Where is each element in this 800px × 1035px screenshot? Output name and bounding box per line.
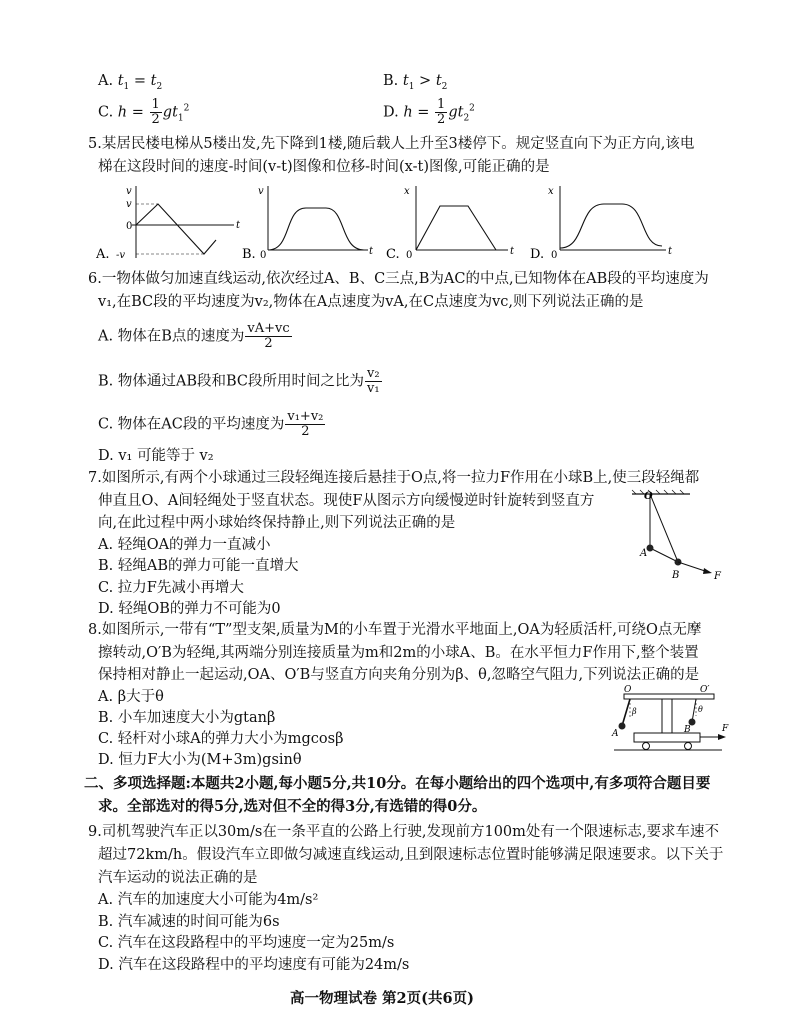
section2-heading-line2: 求。全部选对的得5分,选对但不全的得3分,有选错的得0分。 <box>98 798 487 815</box>
q8-label-o: O <box>624 685 632 695</box>
q5-label-b: B. <box>242 247 256 262</box>
q5-graph-a <box>96 186 241 262</box>
q6-stem-line2: v₁,在BC段的平均速度为v₂,物体在A点速度为vA,在C点速度为vc,则下列说法正确的是 <box>98 294 644 310</box>
q7-option-c: C. 拉力F先减小再增大 <box>98 580 244 596</box>
q5-label-a: A. <box>96 247 110 262</box>
q7-option-a: A. 轻绳OA的弹力一直减小 <box>98 537 271 553</box>
q8-label-a: A <box>612 729 619 739</box>
q8-stem-line3: 保持相对静止一起运动,OA、O′B与竖直方向夹角分别为β、θ,忽略空气阻力,下列说法正确的是 <box>98 667 700 683</box>
q7-stem-line2: 伸直且O、A间轻绳处于竖直状态。现使F从图示方向缓慢逆时针旋转到竖直方 <box>98 493 595 509</box>
q8-label-o2: O′ <box>700 685 710 695</box>
q8-option-c: C. 轻杆对小球A的弹力大小为mgcosβ <box>98 731 344 747</box>
q4-option-b: B. $t_1 > t_2$ <box>383 73 448 92</box>
q5-graphs <box>96 182 696 264</box>
q6-stem-line1: 6.一物体做匀加速直线运动,依次经过A、B、C三点,B为AC的中点,已知物体在AB段的平均速度为 <box>88 271 709 287</box>
q6-option-c: C. 物体在AC段的平均速度为 $\frac{\text{v₁+v₂}}{2}$ <box>98 409 324 439</box>
section2-heading-line1: 二、多项选择题:本题共2小题,每小题5分,共10分。在每小题给出的四个选项中,有多项符合题目要 <box>84 775 711 792</box>
q5-a-t-axis: t <box>236 220 241 231</box>
q8-option-d: D. 恒力F大小为(M+3m)gsinθ <box>98 752 302 768</box>
q5-d-zero: 0 <box>551 250 558 261</box>
q5-a-v-tick: v <box>126 199 132 210</box>
q7-label-b: B <box>672 570 680 581</box>
q8-option-b: B. 小车加速度大小为gtanβ <box>98 710 276 726</box>
q5-stem-line2: 梯在这段时间的速度-时间(v-t)图像和位移-时间(x-t)图像,可能正确的是 <box>98 159 550 175</box>
q5-b-t-axis: t <box>369 246 374 257</box>
q9-stem-line2: 超过72km/h。假设汽车立即做匀减速直线运动,且到限速标志位置时能够满足限速要求。以下关于 <box>98 847 724 863</box>
q6-option-a: A. 物体在B点的速度为 $\frac{vA+vc}{2}$ <box>98 321 290 351</box>
q4-option-d: D. h = $\frac{1}{2}$ $gt_2^2$ <box>383 97 475 127</box>
q8-stem-line1: 8.如图所示,一带有“T”型支架,质量为M的小车置于光滑水平地面上,OA为轻质活杆,可绕O点无摩 <box>88 622 702 638</box>
q9-stem-line3: 汽车运动的说法正确的是 <box>98 870 258 886</box>
q5-b-v-axis: v <box>258 186 264 197</box>
q8-option-a: A. β大于θ <box>98 689 164 705</box>
q9-option-b: B. 汽车减速的时间可能为6s <box>98 914 280 930</box>
q5-b-zero: 0 <box>260 250 267 261</box>
q6-option-b: B. 物体通过AB段和BC段所用时间之比为 $\frac{\text{v₂}}{\text{v₁}}$ <box>98 366 380 396</box>
q5-label-d: D. <box>530 247 545 262</box>
q5-d-x-axis: x <box>548 186 554 197</box>
q8-label-theta: θ <box>698 705 703 714</box>
q5-c-x-axis: x <box>404 186 410 197</box>
q5-a-zero: 0 <box>126 221 133 232</box>
q4-option-c: C. h = $\frac{1}{2}$ $gt_1^2$ <box>98 97 190 127</box>
q6-option-d: D. v₁ 可能等于 v₂ <box>98 448 214 464</box>
q5-stem-line1: 5.某居民楼电梯从5楼出发,先下降到1楼,随后载人上升至3楼停下。规定竖直向下为正方向,该电 <box>88 136 695 152</box>
q7-option-d: D. 轻绳OB的弹力不可能为0 <box>98 601 281 617</box>
q7-option-b: B. 轻绳AB的弹力可能一直增大 <box>98 558 299 574</box>
q7-stem-line3: 向,在此过程中两小球始终保持静止,则下列说法正确的是 <box>98 515 456 531</box>
q5-graph-c <box>386 186 515 262</box>
page-footer: 高一物理试卷 第2页(共6页) <box>290 990 474 1007</box>
q5-graph-d <box>530 186 673 262</box>
q7-label-f: F <box>714 571 721 582</box>
q7-label-o: O <box>644 491 653 502</box>
q9-option-a: A. 汽车的加速度大小可能为4m/s² <box>98 892 319 908</box>
q8-label-beta: β <box>632 707 637 716</box>
q9-option-c: C. 汽车在这段路程中的平均速度一定为25m/s <box>98 935 395 951</box>
q4-option-a: A. $t_1 = t_2$ <box>98 73 163 92</box>
q7-figure <box>612 486 732 584</box>
q5-a-negv: -v <box>116 250 126 261</box>
q5-a-v-axis: v <box>126 186 132 197</box>
q5-c-zero: 0 <box>406 250 413 261</box>
q5-d-t-axis: t <box>668 246 673 257</box>
q5-graph-b <box>242 186 374 262</box>
q8-label-b: B <box>684 725 691 735</box>
q7-label-a: A <box>640 548 648 559</box>
q8-stem-line2: 擦转动,O′B为轻绳,其两端分别连接质量为m和2m的小球A、B。在水平恒力F作用下,整个装置 <box>98 645 699 661</box>
q8-figure <box>604 684 734 756</box>
q5-label-c: C. <box>386 247 400 262</box>
q5-c-t-axis: t <box>510 246 515 257</box>
q7-stem-line1: 7.如图所示,有两个小球通过三段轻绳连接后悬挂于O点,将一拉力F作用在小球B上,使三段轻绳都 <box>88 470 700 486</box>
q9-stem-line1: 9.司机驾驶汽车正以30m/s在一条平直的公路上行驶,发现前方100m处有一个限速标志,要求车速不 <box>88 824 720 840</box>
q9-option-d: D. 汽车在这段路程中的平均速度有可能为24m/s <box>98 957 410 973</box>
q8-label-f: F <box>722 724 729 734</box>
